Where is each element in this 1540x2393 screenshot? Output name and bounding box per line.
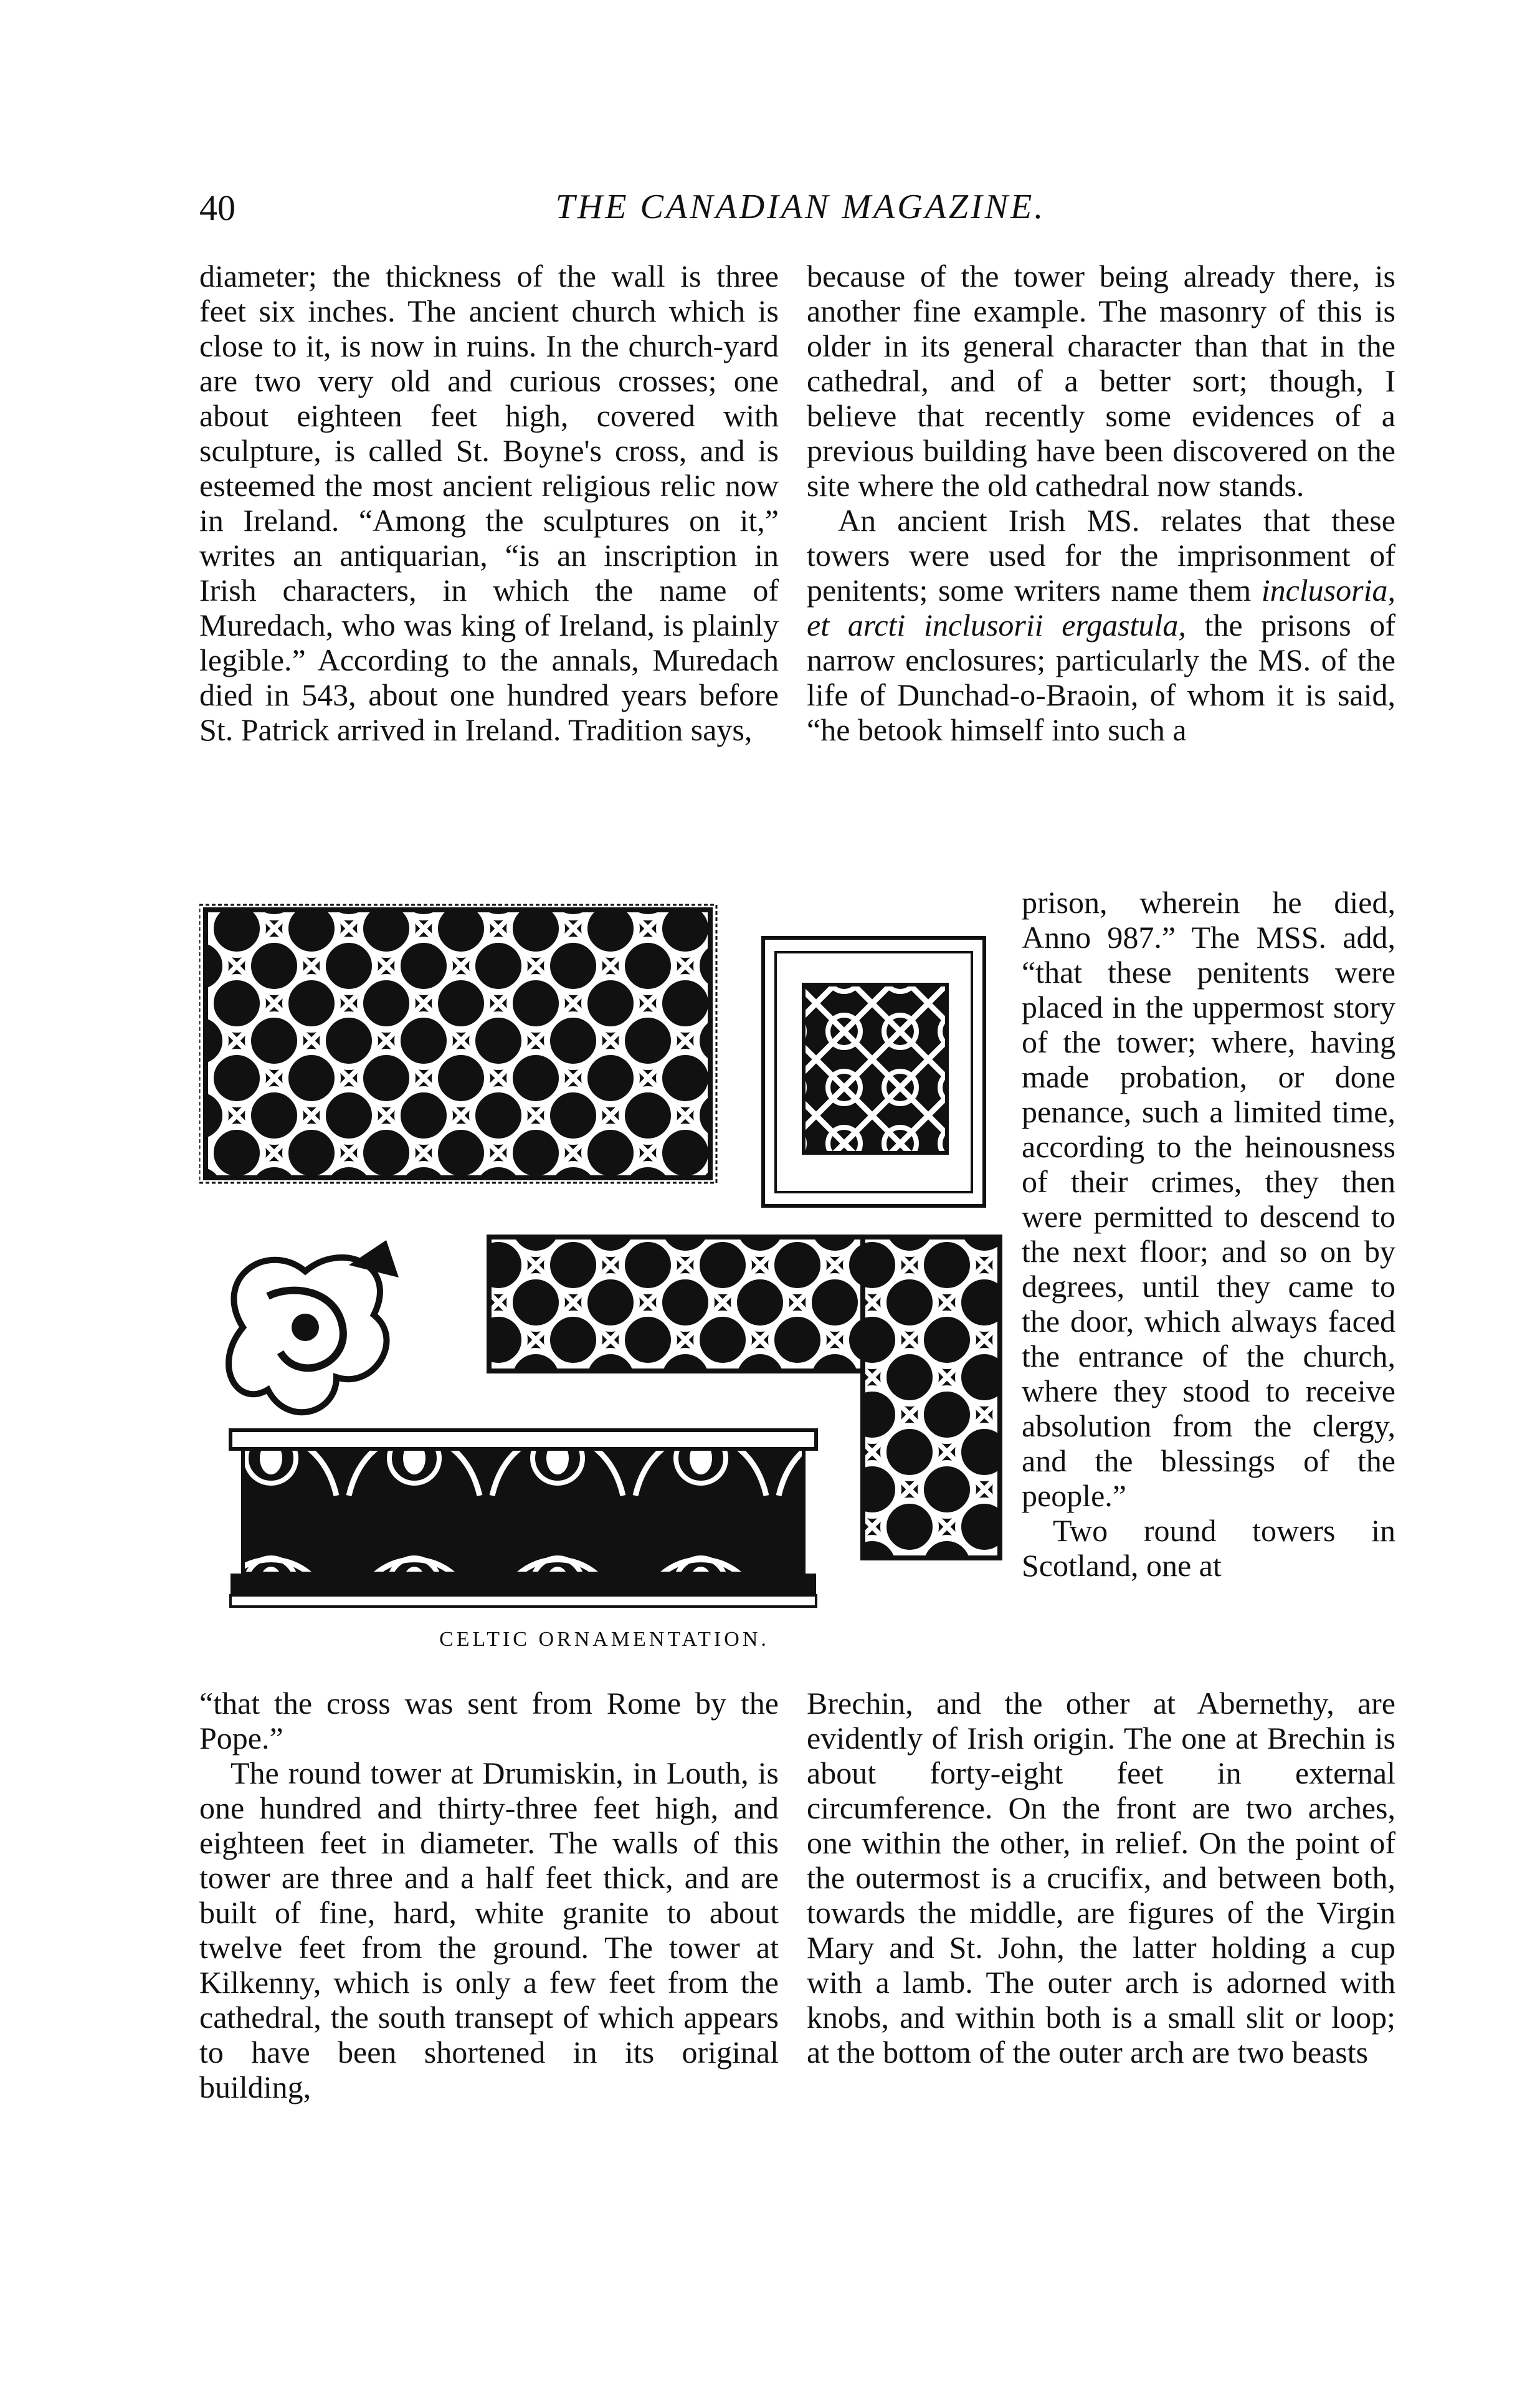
running-title: THE CANADIAN MAGAZINE. — [555, 188, 1046, 226]
right-column-top — [807, 259, 1395, 747]
body-paragraph: “that the cross was sent from Rome by the Pope.” — [199, 1686, 779, 1755]
body-paragraph: diameter; the thickness of the wall is three feet six inches. The ancient church which is close to it, is now in ruins. In the church-yard are two very old and curious crosses; one about eighteen feet high, covered with sculpture, is called St. Boyne's cross, and is esteemed the most ancient religious relic now in Ireland. “Among the sculptures on it,” writes an antiquarian, “is an inscription in Irish characters, in which the name of Muredach, who was king of Ireland, is plainly legible.” According to the annals, Muredach died in 543, about one hundred years before St. Patrick arrived in Ireland. Tradition says, — [199, 259, 779, 747]
paragraph-text: An ancient Irish MS. relates that these towers were used for the imprisonment of penitents; some writers name them — [807, 503, 1395, 608]
zoomorphic-ornament — [229, 1240, 399, 1412]
left-column-bottom — [199, 1686, 779, 2104]
body-paragraph: Brechin, and the other at Abernethy, are evidently of Irish origin. The one at Brechin is about forty-eight feet in external circumference. On the front are two arches, one within the other, in relief. On the point of the outermost is a crucifix, and between both, towards the middle, are figures of the Virgin Mary and St. John, the latter holding a cup with a lamb. The outer arch is adorned with knobs, and within both is a small slit or loop; at the bottom of the outer arch are two beasts — [807, 1686, 1395, 2070]
celtic-ornament-illustration — [199, 891, 1009, 1626]
right-column-bottom — [807, 1686, 1395, 2070]
body-paragraph: prison, wherein he died, Anno 987.” The MSS. add, “that these penitents were placed in the uppermost story of the tower; where, having made probation, or done penance, such a limited time, according to the heinousness of their crimes, they then were permitted to descend to the next floor; and so on by degrees, until they came to the door, which always faced the entrance of the church, where they stood to receive absolution from the clergy, and the blessings of the people.” — [1022, 885, 1395, 1513]
body-paragraph: Two round towers in Scotland, one at — [1022, 1513, 1395, 1583]
latin-phrase: inclusoria, et arcti inclusorii ergastula, — [807, 573, 1395, 642]
knotwork-band-top — [206, 910, 710, 1178]
page-header — [199, 187, 1402, 237]
body-paragraph: The round tower at Drumiskin, in Louth, is one hundred and thirty-three feet high, and eighteen feet in diameter. The walls of this tower are three and a half feet thick, and are built of fine, hard, white granite to about twelve feet from the ground. The tower at Kilkenny, which is only a few feet from the cathedral, the south transept of which appears to have been shortened in its original building, — [199, 1755, 779, 2104]
right-column-narrow — [1022, 885, 1395, 1583]
body-paragraph: because of the tower being already there, is another fine example. The masonry of this is older in its general character than that in the cathedral, and of a better sort; though, I believe that recently some evidences of a previous building have been discovered on the site where the old cathedral now stands. — [807, 259, 1395, 503]
figure-caption: CELTIC ORNAMENTATION. — [439, 1628, 769, 1651]
paragraph-text: the prisons of narrow enclosures; particularly the MS. of the life of Dunchad-o-Braoin, of whom it is said, “he betook himself into such a — [807, 608, 1395, 747]
bird-scroll-band — [231, 1430, 816, 1607]
body-paragraph — [807, 503, 1395, 747]
page-number: 40 — [199, 188, 235, 228]
left-column-top — [199, 259, 779, 747]
